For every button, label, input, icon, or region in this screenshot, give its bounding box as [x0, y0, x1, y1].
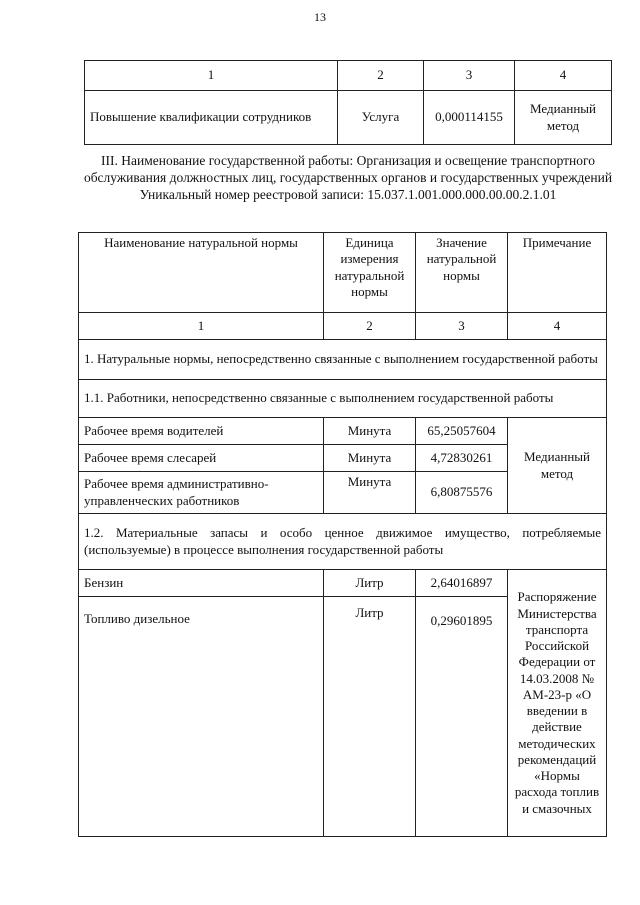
col-number-1: 1	[79, 313, 324, 340]
norm-unit: Литр	[324, 570, 416, 597]
subgroup-title-1-2: 1.2. Материальные запасы и особо ценное движимое имущество, потребляемые (используемые) в процессе выполнения государственной работы	[79, 514, 607, 570]
header-unit: Единица измерения натуральной нормы	[324, 233, 416, 313]
header-norm-name: Наименование натуральной нормы	[79, 233, 324, 313]
norm-name: Топливо дизельное	[79, 597, 324, 837]
col-number-3: 3	[416, 313, 508, 340]
norm-name: Повышение квалификации сотрудников	[85, 91, 338, 145]
col-number-4: 4	[515, 61, 612, 91]
group-title-1: 1. Натуральные нормы, непосредственно связанные с выполнением государственной работы	[79, 340, 607, 380]
norm-note: Медианный метод	[515, 91, 612, 145]
norm-name: Рабочее время водителей	[79, 418, 324, 445]
col-number-2: 2	[338, 61, 424, 91]
norm-value: 0,000114155	[424, 91, 515, 145]
table-row	[79, 418, 607, 445]
norm-note: Медианный метод	[508, 418, 607, 514]
column-numbers-row	[79, 313, 607, 340]
table-header-row	[85, 61, 612, 91]
subgroup-row	[79, 514, 607, 570]
norm-value: 0,29601895	[416, 597, 508, 837]
col-number-2: 2	[324, 313, 416, 340]
natural-norms-table	[78, 232, 607, 837]
norm-unit: Минута	[324, 472, 416, 514]
qualification-table	[84, 60, 612, 145]
registry-number: Уникальный номер реестровой записи: 15.037.1.001.000.000.00.00.2.1.01	[139, 187, 557, 203]
header-note: Примечание	[508, 233, 607, 313]
table-row	[79, 570, 607, 597]
norm-value: 65,25057604	[416, 418, 508, 445]
table-header-row	[79, 233, 607, 313]
norm-name: Рабочее время слесарей	[79, 445, 324, 472]
section-title: III. Наименование государственной работы: Организация и освещение транспортного обслуживания должностных лиц, государственных органов и государственных учреждений	[83, 153, 613, 186]
norm-unit: Литр	[324, 597, 416, 837]
header-value: Значение натуральной нормы	[416, 233, 508, 313]
group-row	[79, 340, 607, 380]
norm-name: Бензин	[79, 570, 324, 597]
norm-unit: Минута	[324, 445, 416, 472]
norm-value: 2,64016897	[416, 570, 508, 597]
col-number-3: 3	[424, 61, 515, 91]
norm-unit: Услуга	[338, 91, 424, 145]
col-number-1: 1	[85, 61, 338, 91]
norm-unit: Минута	[324, 418, 416, 445]
col-number-4: 4	[508, 313, 607, 340]
subgroup-row	[79, 380, 607, 418]
norm-note: Распоряжение Министерства транспорта Российской Федерации от 14.03.2008 № АМ-23-р «О введении в действие методических рекомендаций «Нормы расхода топлив и смазочных	[508, 570, 607, 837]
norm-name: Рабочее время административно-управленческих работников	[79, 472, 324, 514]
page-number: 13	[314, 10, 326, 24]
subgroup-title-1-1: 1.1. Работники, непосредственно связанные с выполнением государственной работы	[79, 380, 607, 418]
norm-value: 6,80875576	[416, 472, 508, 514]
section-heading	[78, 152, 618, 203]
table-row	[85, 91, 612, 145]
norm-value: 4,72830261	[416, 445, 508, 472]
